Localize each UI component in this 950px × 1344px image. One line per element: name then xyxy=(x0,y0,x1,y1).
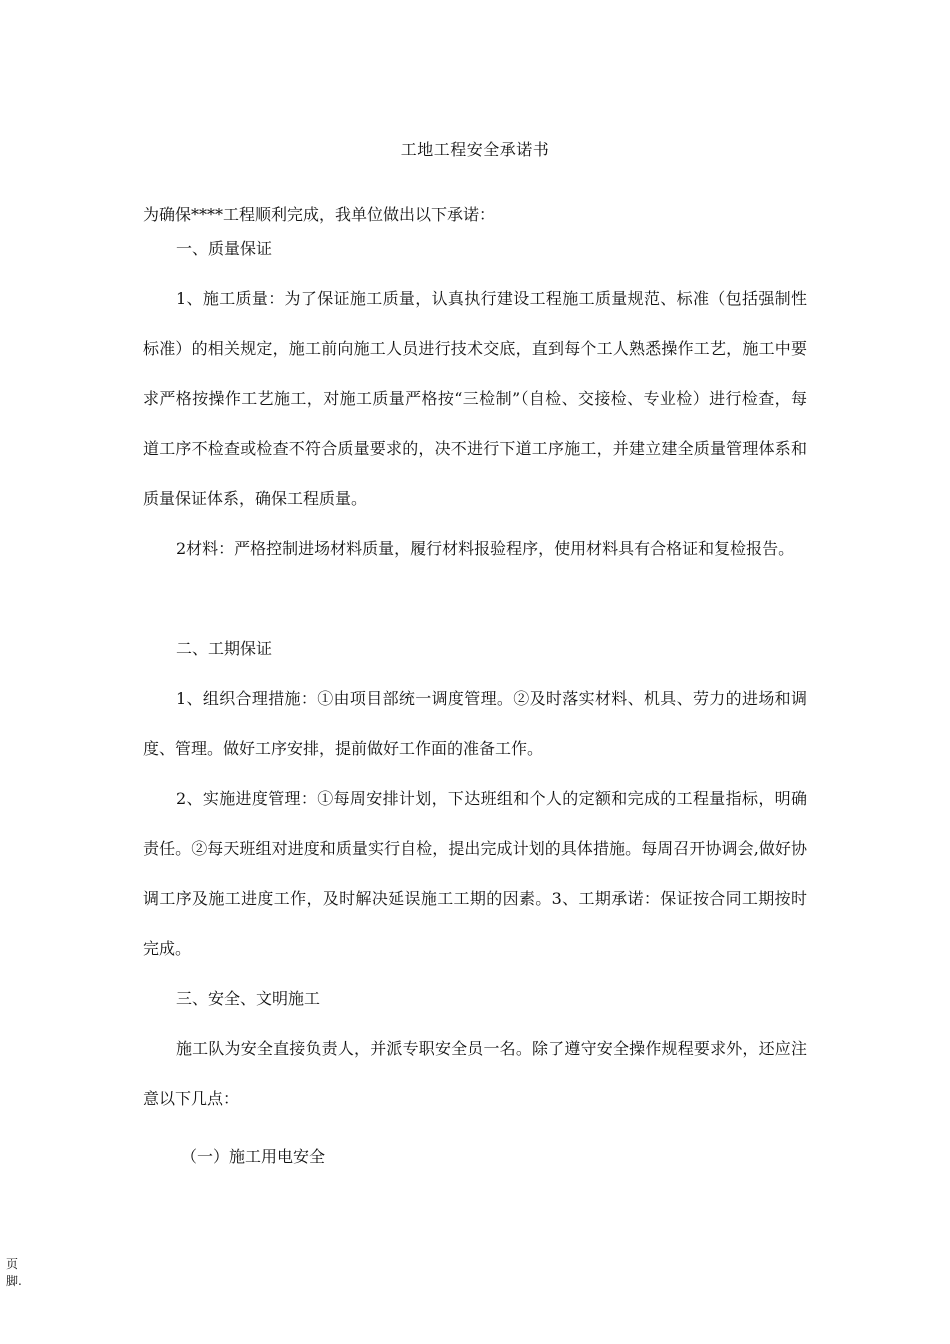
paragraph-materials: 2材料：严格控制进场材料质量，履行材料报验程序，使用材料具有合格证和复检报告。 xyxy=(176,539,795,558)
paragraph-safety-responsibility: 施工队为安全直接负责人，并派专职安全员一名。除了遵守安全操作规程要求外，还应注意以下几点： xyxy=(143,1039,807,1108)
document-title: 工地工程安全承诺书 xyxy=(400,140,550,159)
section-heading-schedule: 二、工期保证 xyxy=(176,639,273,658)
section-heading-quality: 一、质量保证 xyxy=(176,239,273,258)
subsection-heading-electrical-safety: （一）施工用电安全 xyxy=(181,1147,326,1166)
page-footer: 页脚. xyxy=(6,1257,22,1288)
intro-paragraph: 为确保****工程顺利完成，我单位做出以下承诺： xyxy=(143,205,496,224)
paragraph-construction-quality: 1、施工质量：为了保证施工质量，认真执行建设工程施工质量规范、标准（包括强制性标准）的相关规定，施工前向施工人员进行技术交底，直到每个工人熟悉操作工艺，施工中要求严格按操作工艺施工，对施工质量严格按“三检制”（自检、交接检、专业检）进行检查，每道工序不检查或检查不符合质量要求的，决不进行下道工序施工，并建立建全质量管理体系和质量保证体系，确保工程质量。 xyxy=(143,289,807,508)
paragraph-organization-measures: 1、组织合理措施：①由项目部统一调度管理。②及时落实材料、机具、劳力的进场和调度、管理。做好工序安排，提前做好工作面的准备工作。 xyxy=(143,689,807,758)
section-heading-safety: 三、安全、文明施工 xyxy=(176,989,321,1008)
paragraph-progress-management: 2、实施进度管理：①每周安排计划，下达班组和个人的定额和完成的工程量指标，明确责任。②每天班组对进度和质量实行自检，提出完成计划的具体措施。每周召开协调会,做好协调工序及施工进度工作，及时解决延误施工工期的因素。3、工期承诺：保证按合同工期按时完成。 xyxy=(143,789,807,958)
